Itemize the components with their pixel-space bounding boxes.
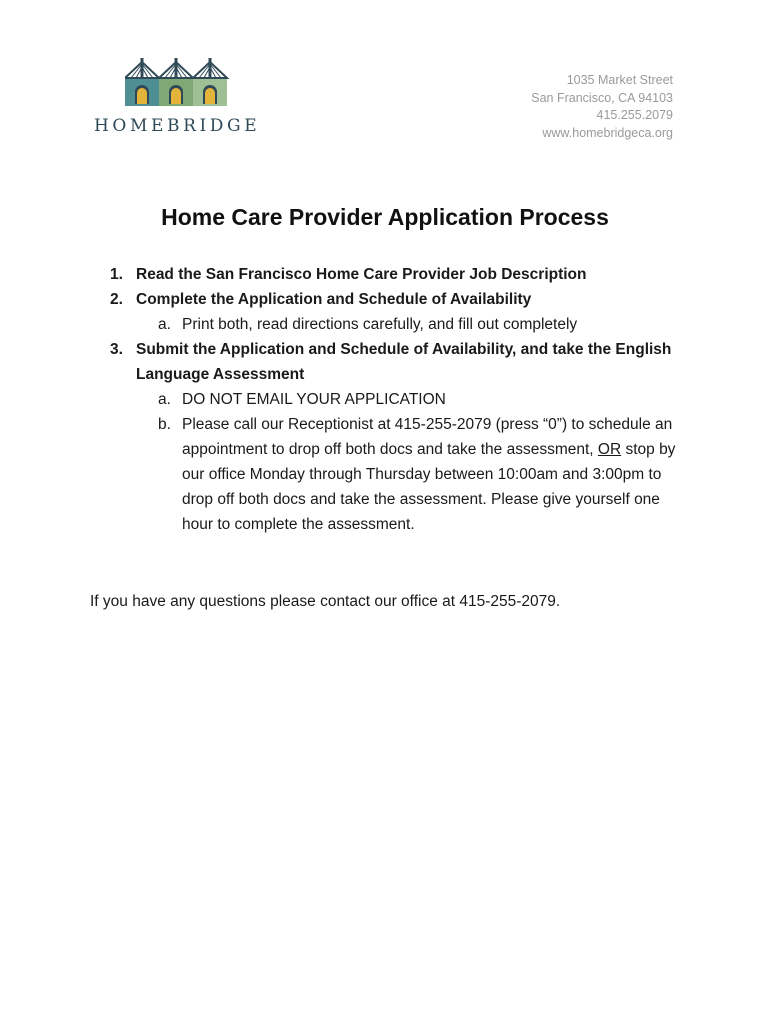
- logo-wordmark: HOMEBRIDGE: [94, 116, 261, 136]
- sub-step-text-before: Please call our Receptionist at 415-255-2079 (press “0”) to schedule an appointment to drop off both docs and take the assessment,: [182, 416, 673, 458]
- sub-step-text: Print both, read directions carefully, and fill out completely: [182, 316, 578, 333]
- sub-step-3b: [158, 412, 680, 537]
- step-text: Submit the Application and Schedule of Availability, and take the English Language Assessment: [136, 341, 672, 383]
- sub-step-letter: a.: [158, 316, 171, 333]
- sub-step-letter: a.: [158, 391, 171, 408]
- address-website[interactable]: www.homebridgeca.org: [542, 125, 673, 140]
- page-title: Home Care Provider Application Process: [161, 204, 609, 230]
- step-number: 1.: [110, 266, 123, 283]
- bridge-houses-icon: [125, 58, 233, 106]
- closing-note: If you have any questions please contact our office at 415-255-2079.: [90, 593, 561, 610]
- address-phone: 415.255.2079: [596, 108, 673, 122]
- step-text: Read the San Francisco Home Care Provider Job Description: [136, 266, 587, 283]
- sub-step-2a: [158, 312, 680, 337]
- step-3: [110, 337, 680, 537]
- or-underlined: OR: [597, 441, 622, 458]
- step-number: 3.: [110, 341, 123, 358]
- sub-step-letter: b.: [158, 416, 171, 433]
- sub-step-text: DO NOT EMAIL YOUR APPLICATION: [182, 391, 446, 408]
- step-number: 2.: [110, 291, 123, 308]
- sub-step-text-after: stop by our office Monday through Thursday between 10:00am and 3:00pm to drop off both docs and take the assessment. Please give yourself one hour to complete the assessment.: [182, 441, 676, 533]
- homebridge-logo: [94, 58, 266, 136]
- step-2: [110, 287, 680, 337]
- sub-step-text: [182, 412, 680, 537]
- step-1: [110, 262, 680, 287]
- sub-step-3a: [158, 387, 680, 412]
- address-city: San Francisco, CA 94103: [531, 90, 673, 105]
- address-street: 1035 Market Street: [566, 73, 673, 87]
- step-text: Complete the Application and Schedule of Availability: [136, 291, 532, 308]
- contact-address-block: [531, 72, 673, 142]
- steps-list: [110, 262, 680, 537]
